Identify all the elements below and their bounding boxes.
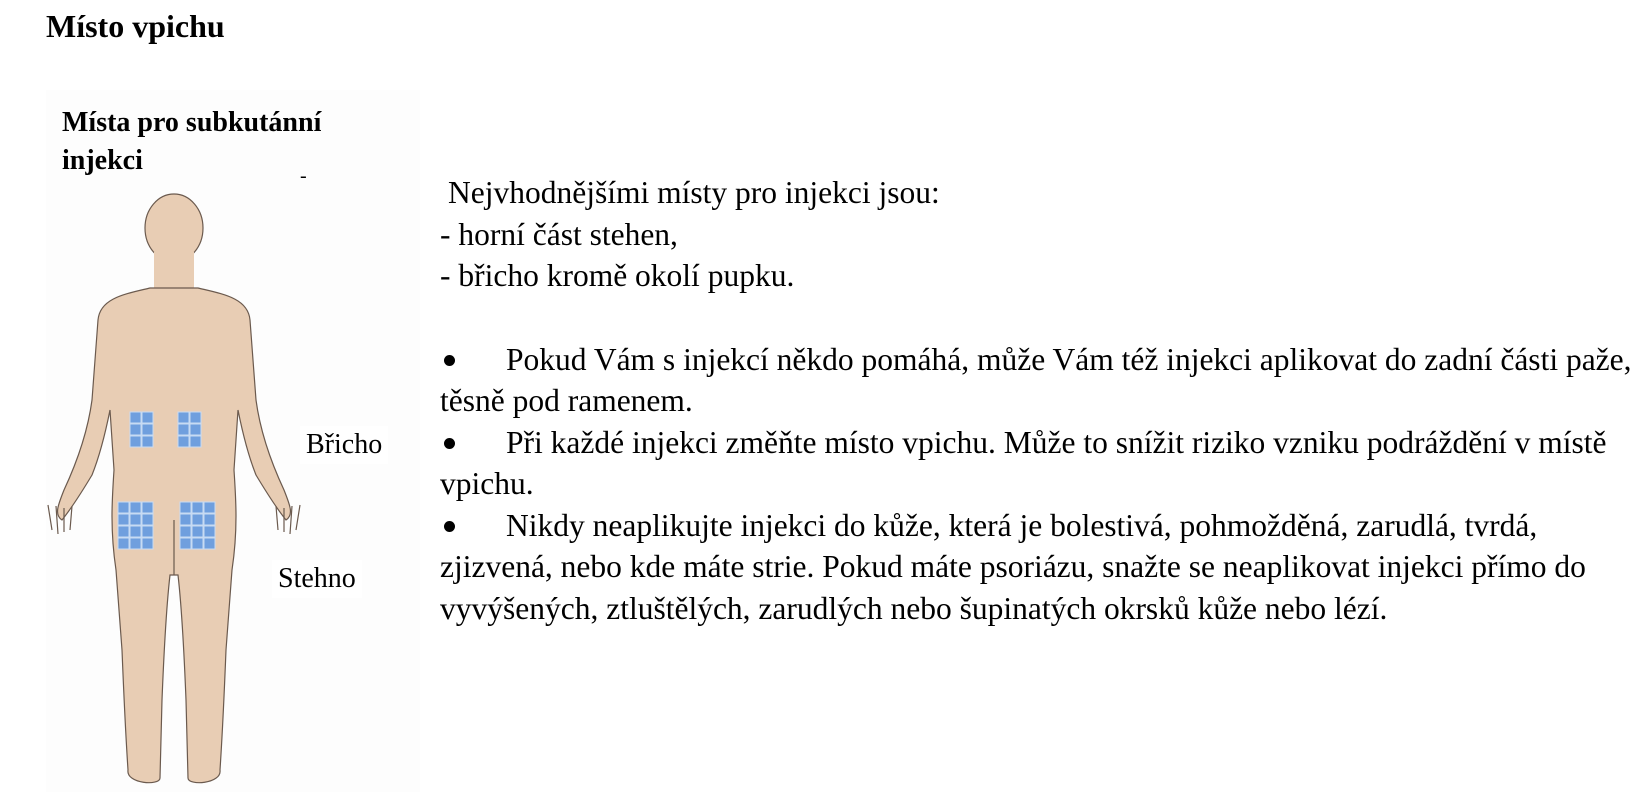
site-cell bbox=[130, 514, 141, 525]
site-thigh-right bbox=[180, 502, 215, 549]
instructions-text bbox=[440, 172, 1640, 629]
site-cell bbox=[178, 412, 189, 423]
intro-line: Nejvhodnějšími místy pro injekci jsou: bbox=[448, 175, 940, 210]
site-cell bbox=[142, 412, 153, 423]
site-cell bbox=[118, 502, 129, 513]
bullet-icon bbox=[444, 355, 455, 366]
site-cell bbox=[130, 526, 141, 537]
site-cell bbox=[118, 526, 129, 537]
site-cell bbox=[204, 538, 215, 549]
site-cell bbox=[192, 502, 203, 513]
site-cell bbox=[204, 514, 215, 525]
site-cell bbox=[192, 526, 203, 537]
list-item-belly: - břicho kromě okolí pupku. bbox=[440, 258, 795, 293]
paragraph-gap bbox=[440, 297, 1640, 339]
site-cell bbox=[192, 514, 203, 525]
figure-mark: - bbox=[300, 165, 307, 187]
site-cell bbox=[142, 424, 153, 435]
bullet-icon bbox=[444, 521, 455, 532]
site-cell bbox=[204, 526, 215, 537]
site-cell bbox=[130, 502, 141, 513]
site-cell bbox=[142, 538, 153, 549]
site-cell bbox=[118, 514, 129, 525]
site-belly-right bbox=[178, 412, 201, 447]
site-cell bbox=[180, 526, 191, 537]
bullet-text: Nikdy neaplikujte injekci do kůže, která je bolestivá, pohmožděná, zarudlá, tvrdá, zjizvená, nebo kde máte strie. Pokud máte psoriázu, snažte se neaplikovat injekci přímo do vyvýšených, ztluštělých, zarudlých nebo šupinatých okrsků kůže nebo lézí. bbox=[440, 507, 1586, 626]
site-cell bbox=[130, 538, 141, 549]
bullet-helper-arm bbox=[440, 339, 1640, 422]
site-cell bbox=[118, 538, 129, 549]
label-belly: Břicho bbox=[300, 426, 388, 464]
site-cell bbox=[178, 424, 189, 435]
site-cell bbox=[178, 436, 189, 447]
bullet-icon bbox=[444, 438, 455, 449]
human-body-figure bbox=[48, 194, 300, 783]
site-cell bbox=[192, 538, 203, 549]
figure-title: Místa pro subkutánní injekci bbox=[62, 107, 322, 176]
bullet-text: Při každé injekci změňte místo vpichu. Může to snížit riziko vzniku podráždění v místě vpichu. bbox=[440, 424, 1607, 501]
site-cell bbox=[142, 526, 153, 537]
site-cell bbox=[130, 424, 141, 435]
site-cell bbox=[204, 502, 215, 513]
site-cell bbox=[142, 502, 153, 513]
site-belly-left bbox=[130, 412, 153, 447]
bullet-rotate-site bbox=[440, 422, 1640, 505]
site-cell bbox=[190, 424, 201, 435]
list-item-thighs: - horní část stehen, bbox=[440, 216, 678, 252]
section-heading: Místo vpichu bbox=[46, 8, 225, 44]
site-cell bbox=[142, 436, 153, 447]
site-cell bbox=[130, 436, 141, 447]
site-cell bbox=[180, 502, 191, 513]
label-thigh: Stehno bbox=[272, 560, 362, 598]
site-thigh-left bbox=[118, 502, 153, 549]
site-cell bbox=[142, 514, 153, 525]
site-cell bbox=[180, 538, 191, 549]
site-cell bbox=[180, 514, 191, 525]
site-cell bbox=[130, 412, 141, 423]
bullet-avoid-skin bbox=[440, 505, 1640, 630]
bullet-text: Pokud Vám s injekcí někdo pomáhá, může Vám též injekci aplikovat do zadní části paže, těsně pod ramenem. bbox=[440, 341, 1632, 418]
site-cell bbox=[190, 436, 201, 447]
site-cell bbox=[190, 412, 201, 423]
